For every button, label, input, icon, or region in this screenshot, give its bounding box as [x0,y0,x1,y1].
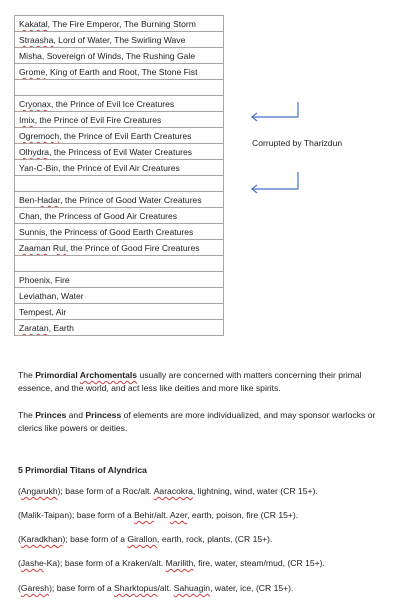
titan-segment: -Ka); base form of a Kraken/alt. [43,558,166,568]
table-cell-segment: , The Fire Emperor, The Burning Storm [47,19,196,29]
titan-segment: ( [18,558,21,568]
titan-segment: ); base form of a [49,583,115,593]
titan-segment: Angarukh [20,486,58,496]
paragraph-segment: Archomentals [79,370,138,380]
table-cell-segment: Zaratan [19,323,49,333]
titan-entry [18,486,390,496]
titan-segment: Marilith [165,558,194,568]
table-cell-segment: Hadar [37,195,61,205]
paragraph-segment: Princess [85,410,122,420]
princes-paragraph [18,409,390,435]
paragraph-segment: of elements are more individualized, and may sponsor warlocks or clerics like powers or deities. [18,410,376,433]
titan-segment: , water, ice, (CR 15+). [210,583,294,593]
titan-segment: Garesh [20,583,50,593]
table-cell-segment: Tempest, Air [19,307,67,317]
table-cell-segment: , the Prince of Good Fire Creatures [65,243,200,253]
titan-entry [18,583,390,593]
archomentals-paragraph [18,369,390,395]
titan-segment: , fire, water, steam/mud, (CR 15+). [193,558,325,568]
table-cell-segment: Kakatal [19,19,48,29]
table-cell-segment: , Earth [48,323,74,333]
table-cell-segment: , Lord of Water, The Swirling Wave [53,35,186,45]
titan-segment: ( [18,534,21,544]
titan-segment: /alt. [157,583,174,593]
table-cell-segment: , the Prince of Evil Fire Creatures [34,115,162,125]
paragraph-segment: The [18,370,36,380]
table-cell-segment: Rul [52,243,66,253]
paragraph-segment: and [66,410,86,420]
table-cell-segment: , King of Earth and Root, The Stone Fist [45,67,198,77]
titan-segment: Girallon [127,534,158,544]
table-cell-segment: Chan, the Princess of Good Air Creatures [19,211,178,221]
table-cell-segment: Straasha [19,35,54,45]
titan-segment: ( [18,583,21,593]
table-cell-segment: Leviathan, Water [19,291,84,301]
titan-segment: Behir [134,510,155,520]
paragraph-segment: Princes [35,410,67,420]
table-cell-segment: Misha, Sovereign of Winds, The Rushing Gale [19,51,196,61]
table-cell-segment: Ben- [19,195,38,205]
table-cell-segment: Cryonax [19,99,51,109]
titans-heading: 5 Primordial Titans of Alyndrica [18,465,147,475]
table-cell-segment: , the Prince of Good Water Creatures [60,195,202,205]
table-cell-segment: Imix [19,115,35,125]
paragraph-segment: The [18,410,36,420]
titan-segment: Aaracokra [153,486,193,496]
corrupted-label: Corrupted by Tharizdun [252,138,343,148]
table-cell-segment: , the Prince of Evil Earth Creatures [59,131,192,141]
titan-entry [18,510,390,520]
paragraph-segment: Primordial [35,370,80,380]
titan-segment: , earth, poison, fire (CR 15+). [187,510,299,520]
table-cell-segment: Grome [19,67,46,77]
titan-segment: (Malik-Taipan); base form of a [18,510,135,520]
table-cell-segment: Olhydra [19,147,50,157]
titan-entry [18,558,390,568]
titan-segment: ( [18,486,21,496]
table-cell-segment: , the Prince of Evil Ice Creatures [51,99,175,109]
titan-segment: Jashe [20,558,44,568]
titan-segment: , lightning, wind, water (CR 15+). [192,486,318,496]
titan-segment: Karadkhan [20,534,63,544]
table-cell-segment: Sunnis, the Princess of Good Earth Creatures [19,227,194,237]
titan-segment: Sharktopus [114,583,158,593]
table-cell-segment: Phoenix, Fire [19,275,70,285]
titan-segment: Sahuagin [173,583,211,593]
table-cell-segment: Ogremoch [19,131,60,141]
titan-segment: , earth, rock, plants, (CR 15+). [157,534,273,544]
paragraph-segment: usually are concerned with matters concerning their primal essence, and the world, and act less like deities and more like spirits. [18,370,362,393]
table-cell-segment: Zaaman [19,243,51,253]
table-cell-segment: Yan-C-Bin, the Prince of Evil Air Creatures [19,163,180,173]
titan-segment: /alt. [154,510,170,520]
table-cell-segment: , the Princess of Evil Water Creatures [49,147,193,157]
titan-segment: ); base form of a [62,534,128,544]
titan-entry [18,534,390,544]
titan-segment: ); base form of a Roc/alt. [57,486,154,496]
titan-segment: Azer [169,510,188,520]
